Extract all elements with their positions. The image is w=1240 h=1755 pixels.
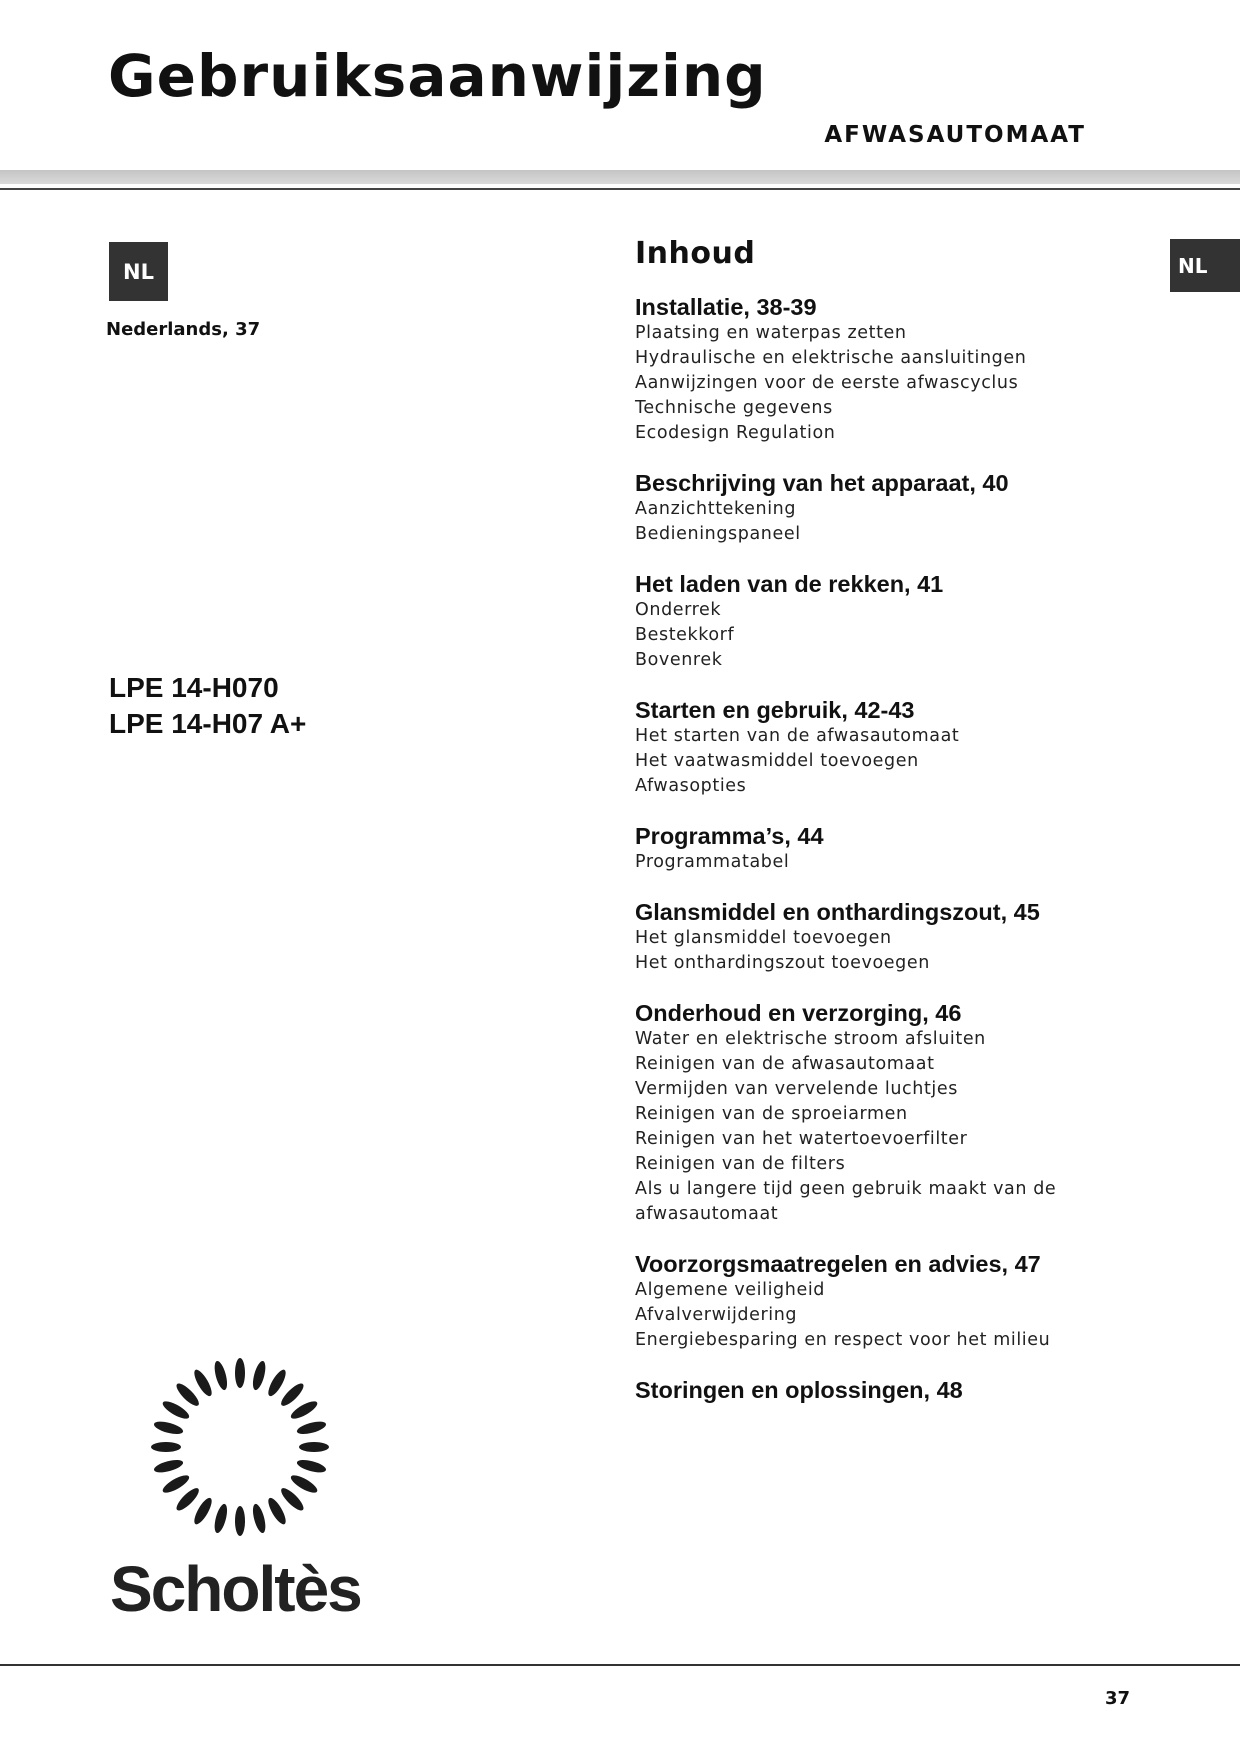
toc-item[interactable]: Reinigen van het watertoevoerfilter [635,1129,968,1149]
language-link[interactable]: Nederlands, 37 [106,319,261,340]
toc-item[interactable]: Bestekkorf [635,625,735,645]
toc-section-title[interactable]: Starten en gebruik, 42-43 [635,697,915,723]
sun-ray [296,1457,328,1474]
toc-item[interactable]: Water en elektrische stroom afsluiten [635,1029,986,1049]
sun-ray [235,1506,245,1536]
toc-item[interactable]: Ecodesign Regulation [635,423,836,443]
sun-ray [289,1398,320,1422]
toc-section-start [635,696,1075,799]
document-subtitle: AFWASAUTOMAAT [824,122,1086,148]
sun-ray [250,1503,267,1535]
sun-ray [265,1496,289,1527]
brand-sun-icon [140,1347,340,1547]
sun-ray [151,1442,181,1452]
toc-item[interactable]: Technische gegevens [635,398,833,418]
toc-item[interactable]: Vermijden van vervelende luchtjes [635,1079,958,1099]
toc-item[interactable]: Afwasopties [635,776,747,796]
language-badge: NL [109,242,168,301]
toc-item[interactable]: Het vaatwasmiddel toevoegen [635,751,919,771]
model-name: LPE 14-H07 A+ [109,708,307,739]
header-band [0,170,1240,184]
toc-item[interactable]: Bovenrek [635,650,723,670]
toc-item[interactable]: Afvalverwijdering [635,1305,798,1325]
toc-section-title[interactable]: Het laden van de rekken, 41 [635,571,944,597]
sun-ray [296,1419,328,1436]
toc-item[interactable]: Het glansmiddel toevoegen [635,928,892,948]
toc-item[interactable]: Het onthardingszout toevoegen [635,953,930,973]
footer-rule [0,1664,1240,1666]
sun-ray [265,1367,289,1398]
document-title: Gebruiksaanwijzing [108,42,767,110]
sun-ray [212,1360,229,1392]
toc-item[interactable]: Energiebesparing en respect voor het milieu [635,1330,1051,1350]
sun-ray [278,1381,306,1409]
sun-ray [235,1358,245,1388]
toc-heading: Inhoud [635,236,756,271]
toc-section-troubleshooting [635,1376,1075,1404]
sun-ray [160,1472,191,1496]
sun-ray [153,1457,185,1474]
sun-ray [153,1419,185,1436]
brand-logo-text: Scholtès [110,1553,361,1625]
toc-section-installation [635,293,1075,446]
toc-section-programs [635,822,1075,875]
sun-ray [174,1485,202,1513]
toc-section-title[interactable]: Glansmiddel en onthardingszout, 45 [635,899,1040,925]
toc-item[interactable]: Reinigen van de afwasautomaat [635,1054,935,1074]
sun-ray [212,1503,229,1535]
sun-ray [191,1367,215,1398]
toc-section-precautions [635,1250,1075,1353]
toc-item[interactable]: Bedieningspaneel [635,524,801,544]
sun-ray [160,1398,191,1422]
toc-item[interactable]: Plaatsing en waterpas zetten [635,323,907,343]
toc-section-title[interactable]: Programma’s, 44 [635,823,824,849]
toc-section-title[interactable]: Installatie, 38-39 [635,294,817,320]
toc-item[interactable]: Als u langere tijd geen gebruik maakt van de afwasautomaat [635,1179,1057,1224]
toc-section-loading [635,570,1075,673]
toc-section-title[interactable]: Storingen en oplossingen, 48 [635,1377,963,1403]
toc-item[interactable]: Algemene veiligheid [635,1280,825,1300]
toc-section-rinse-salt [635,898,1075,976]
table-of-contents [635,236,1075,1427]
toc-item[interactable]: Programmatabel [635,852,790,872]
toc-section-title[interactable]: Onderhoud en verzorging, 46 [635,1000,962,1026]
sun-ray [289,1472,320,1496]
sun-ray [299,1442,329,1452]
toc-item[interactable]: Het starten van de afwasautomaat [635,726,960,746]
sun-ray [174,1381,202,1409]
sun-ray [191,1496,215,1527]
toc-section-maintenance [635,999,1075,1227]
toc-section-title[interactable]: Beschrijving van het apparaat, 40 [635,470,1009,496]
toc-item[interactable]: Aanzichttekening [635,499,797,519]
toc-item[interactable]: Hydraulische en elektrische aansluitingen [635,348,1027,368]
sun-ray [250,1360,267,1392]
header-rule [0,188,1240,190]
language-tab: NL [1170,239,1240,292]
model-list [109,670,306,742]
toc-item[interactable]: Onderrek [635,600,722,620]
toc-item[interactable]: Reinigen van de filters [635,1154,846,1174]
model-name: LPE 14-H070 [109,672,279,703]
page-number: 37 [1105,1688,1131,1709]
toc-item[interactable]: Aanwijzingen voor de eerste afwascyclus [635,373,1019,393]
toc-section-title[interactable]: Voorzorgsmaatregelen en advies, 47 [635,1251,1041,1277]
toc-section-description [635,469,1075,547]
sun-ray [278,1485,306,1513]
toc-item[interactable]: Reinigen van de sproeiarmen [635,1104,908,1124]
